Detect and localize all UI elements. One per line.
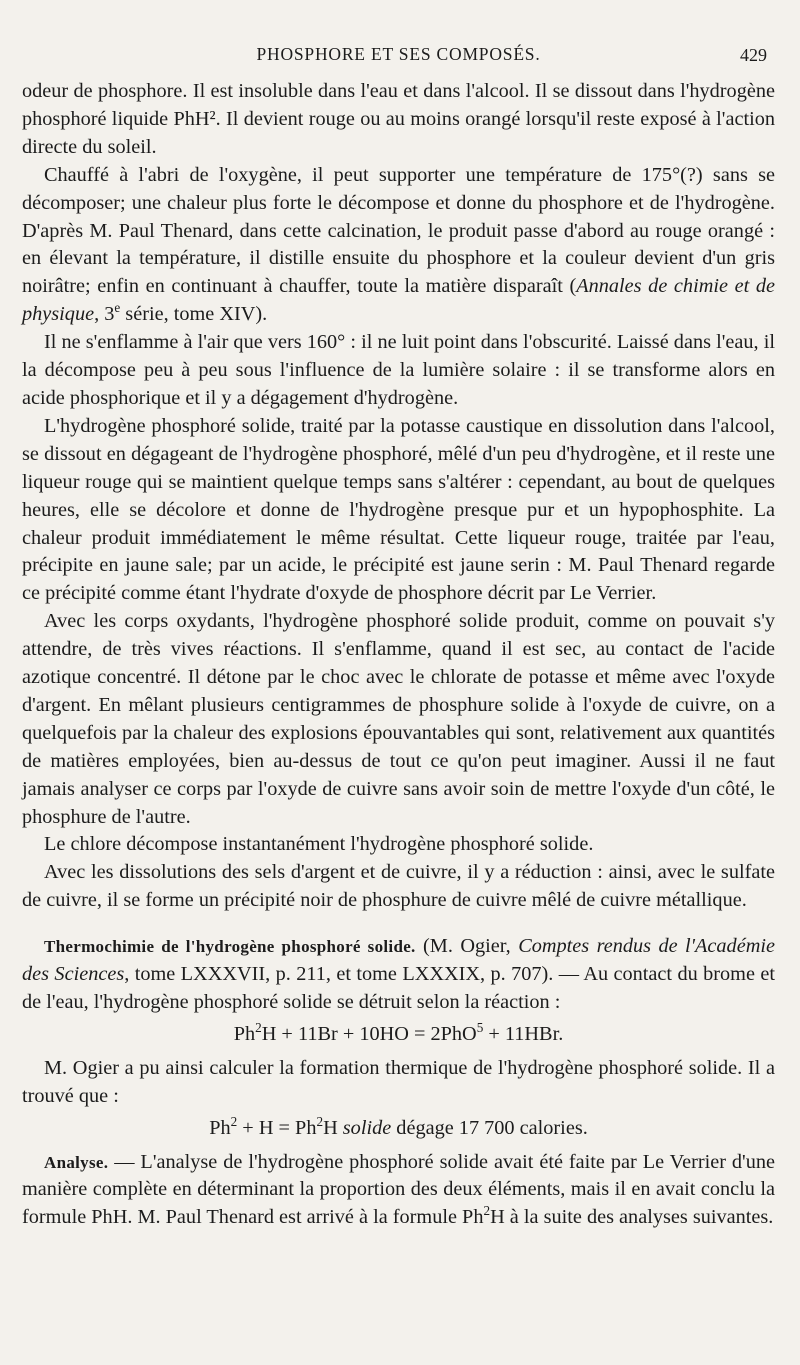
paragraph-1: odeur de phosphore. Il est insoluble dans l'eau et dans l'alcool. Il se dissout dans l'hydrogène phosphoré liquide PhH². Il devient rouge ou au moins orangé lorsqu'il reste exposé à l'action directe du soleil. <box>22 80 775 158</box>
paragraph-4: L'hydrogène phosphoré solide, traité par la potasse caustique en dissolution dans l'alcool, se dissout en dégageant de l'hydrogène phosphoré, mêlé d'un peu d'hydrogène, et il reste une liqueur rouge qui se maintient quelque temps sans s'altérer : cependant, au bout de quelques heures, elle se décolore et donne de l'hydrogène presque pur et un hypophosphite. La chaleur produit immédiatement le même résultat. Cette liqueur rouge, traitée par l'eau, précipite en jaune sale; par un acide, le précipité est jaune serin : M. Paul Thenard regarde ce précipité comme étant l'hydrate d'oxyde de phosphore décrit par Le Verrier. <box>22 414 775 605</box>
journal-title-comptes-rendus: Comptes rendus de l'Académie des Sciences <box>22 935 775 986</box>
analyse-heading: Analyse. <box>44 1152 109 1172</box>
series-number: , 3 <box>94 303 115 326</box>
series-superscript: e <box>114 300 121 316</box>
body-text <box>22 78 775 1232</box>
thermochimie-section <box>22 933 775 1017</box>
paragraph-6: Le chlore décompose instantanément l'hydrogène phosphoré solide. <box>44 833 594 856</box>
thermochimie-heading: Thermochimie de l'hydrogène phosphoré solide. <box>44 937 416 957</box>
paragraph-8: M. Ogier a pu ainsi calculer la formation thermique de l'hydrogène phosphoré solide. Il a trouvé que : <box>22 1056 775 1107</box>
analyse-text: — L'analyse de l'hydrogène phosphoré solide avait été faite par Le Verrier d'une manière complète en déterminant la proportion des deux éléments, mais il en avait conclu la formule PhH. M. Paul Thenard est arrivé à la formule Ph <box>22 1150 775 1229</box>
running-title: PHOSPHORE ET SES COMPOSÉS. <box>256 44 541 64</box>
reaction-formula: $Ph^2H + 11Br + 10HO = 2PhO^5 + 11HBr$. <box>233 1020 564 1045</box>
paragraph-5: Avec les corps oxydants, l'hydrogène phosphoré solide produit, comme on pouvait s'y attendre, de très vives réactions. Il s'enflamme, quand il est sec, au contact de l'acide azotique concentré. Il détone par le choc avec le chlorate de potasse et même avec l'oxyde d'argent. En mêlant plusieurs centigrammes de phosphure solide à l'oxyde de cuivre, on a quelquefois par la chaleur des explosions épouvantables qui sont, relativement aux quantités de matières employées, bien au-dessus de tout ce qu'on peut imaginer. Aussi il ne faut jamais analyser ce corps par l'oxyde de cuivre sans avoir soin de mettre l'oxyde d'un côté, le phosphure de l'autre. <box>22 610 775 828</box>
thermochimie-ref-open: (M. Ogier, <box>415 935 519 958</box>
analyse-tail: H à la suite des analyses suivantes. <box>490 1206 774 1229</box>
page-header <box>22 0 775 78</box>
paragraph-2-text: Chauffé à l'abri de l'oxygène, il peut supporter une température de 175°(?) sans se décomposer; une chaleur plus forte le décompose et donne du phosphore et de l'hydrogène. D'après M. Paul Thenard, dans cette calcination, le produit passe d'abord au rouge orangé : en élevant la température, il distille ensuite du phosphore et la couleur devient d'un gris noirâtre; enfin en continuant à chauffer, toute la matière disparaît ( <box>22 163 775 298</box>
page-number: 429 <box>740 45 767 65</box>
paragraph-3: Il ne s'enflamme à l'air que vers 160° : il ne luit point dans l'obscurité. Laissé dans l'eau, il la décompose peu à peu sous l'influence de la lumière solaire : il se transforme alors en acide phosphorique et il y a dégagement d'hydrogène. <box>22 331 775 409</box>
thermal-formula: $Ph^2 + H = Ph^2H$ solide dégage 17 700 calories. <box>209 1113 588 1139</box>
paragraph-2 <box>22 162 775 329</box>
paragraph-2-tail: série, tome XIV). <box>120 303 268 326</box>
thermochimie-text: , tome LXXXVII, p. 211, et tome LXXXIX, p. 707). — Au contact du brome et de l'eau, l'hydrogène phosphoré solide se détruit selon la réaction : <box>22 963 775 1013</box>
analyse-section <box>22 1149 775 1233</box>
journal-title-annales: Annales de chimie et de physique <box>22 275 775 326</box>
paragraph-7: Avec les dissolutions des sels d'argent et de cuivre, il y a réduction : ainsi, avec le sulfate de cuivre, il se forme un précipité noir de phosphure de cuivre mêlé de cuivre métallique. <box>22 861 775 912</box>
formula-superscript: 2 <box>483 1203 491 1219</box>
